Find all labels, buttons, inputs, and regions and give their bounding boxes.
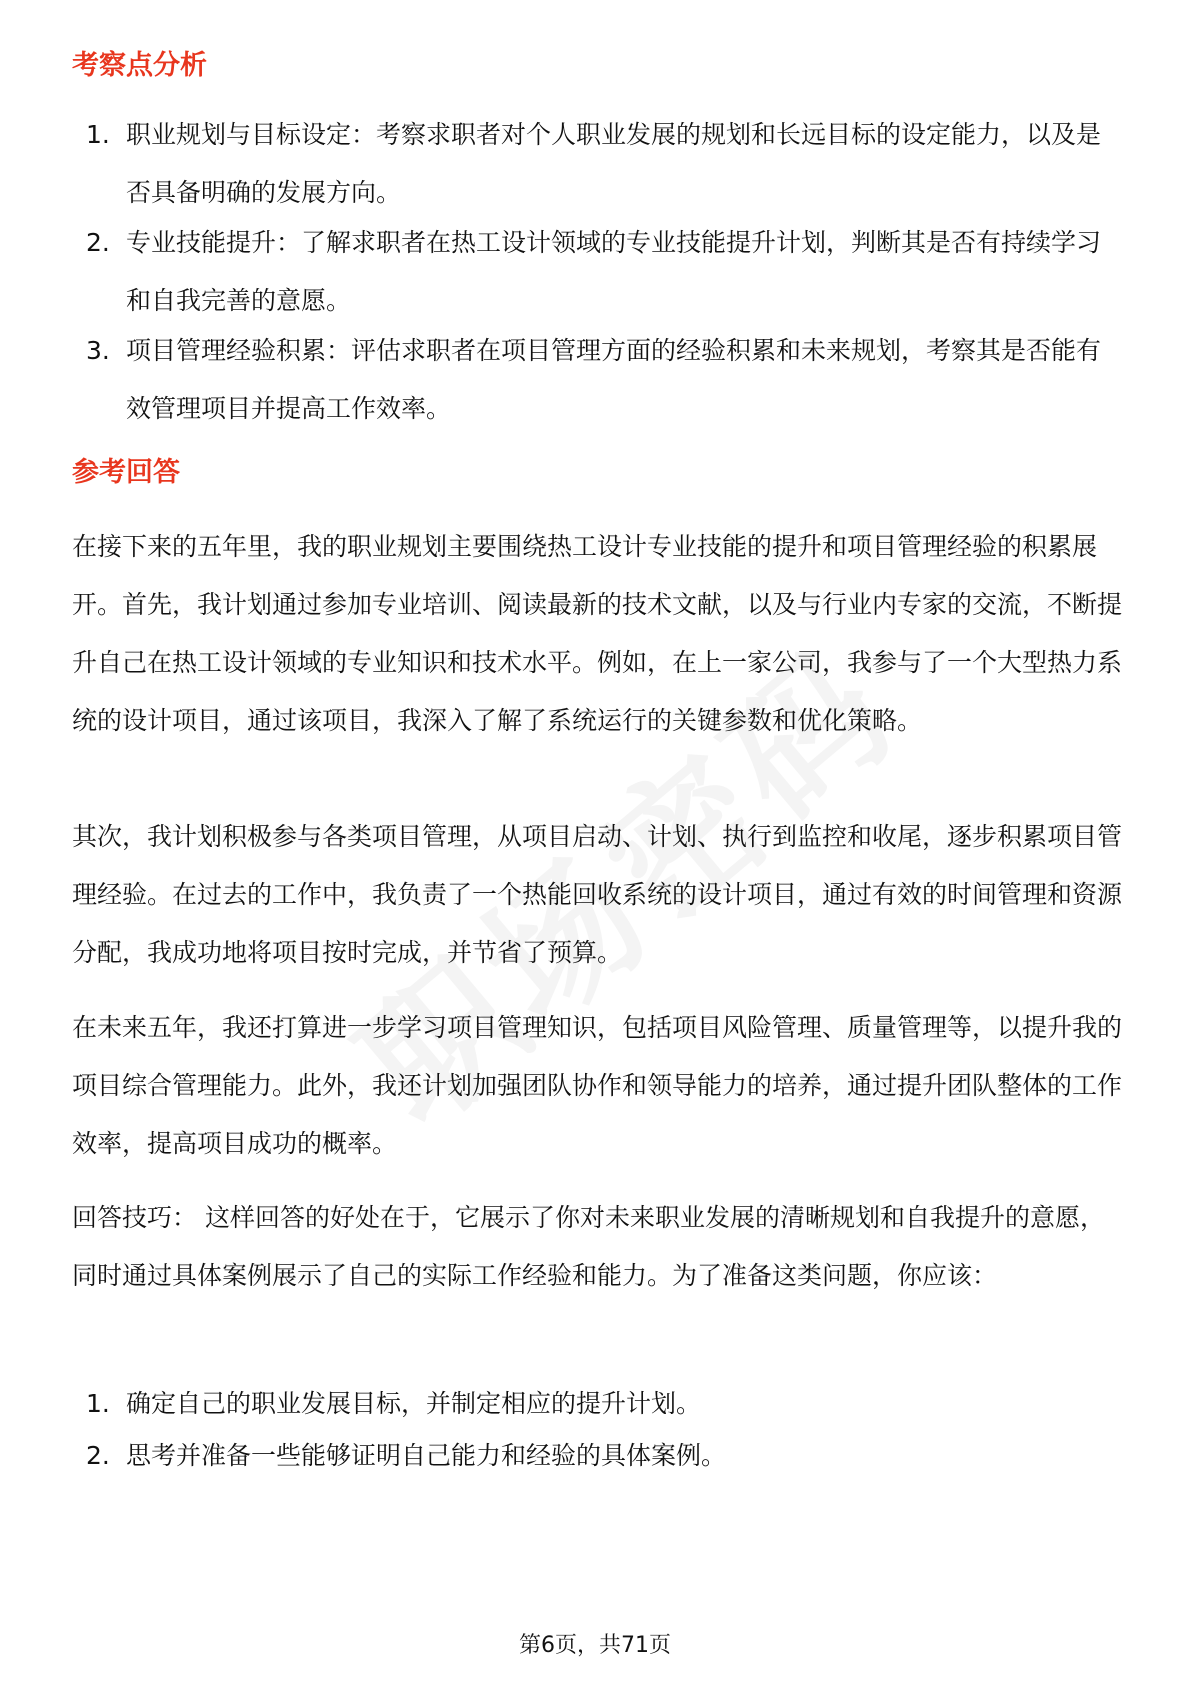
page-number: 第6页，共71页 [519, 1633, 671, 1658]
answer-paragraph: 在未来五年，我还打算进一步学习项目管理知识，包括项目风险管理、质量管理等，以提升我的项目综合管理能力。此外，我还计划加强团队协作和领导能力的培养，通过提升团队整体的工作效率，提高项目成功的概率。 [72, 1013, 1123, 1158]
list-item-text: 职业规划与目标设定：考察求职者对个人职业发展的规划和长远目标的设定能力，以及是否具备明确的发展方向。 [126, 120, 1102, 207]
answer-paragraph: 其次，我计划积极参与各类项目管理，从项目启动、计划、执行到监控和收尾，逐步积累项目管理经验。在过去的工作中，我负责了一个热能回收系统的设计项目，通过有效的时间管理和资源分配，我成功地将项目按时完成，并节省了预算。 [72, 822, 1123, 967]
list-item-text: 专业技能提升：了解求职者在热工设计领域的专业技能提升计划，判断其是否有持续学习和自我完善的意愿。 [126, 228, 1102, 315]
list-number: 2. [86, 1441, 110, 1470]
answer-tips-paragraph: 回答技巧： 这样回答的好处在于，它展示了你对未来职业发展的清晰规划和自我提升的意愿，同时通过具体案例展示了自己的实际工作经验和能力。为了准备这类问题，你应该： [72, 1203, 1105, 1290]
list-item-text: 项目管理经验积累：评估求职者在项目管理方面的经验积累和未来规划，考察其是否能有效管理项目并提高工作效率。 [126, 336, 1102, 423]
list-number: 2. [86, 228, 110, 257]
section-heading-analysis: 考察点分析 [72, 50, 207, 81]
list-item-text: 确定自己的职业发展目标，并制定相应的提升计划。 [126, 1389, 702, 1418]
list-item-text: 思考并准备一些能够证明自己能力和经验的具体案例。 [126, 1441, 727, 1470]
answer-paragraph: 在接下来的五年里，我的职业规划主要围绕热工设计专业技能的提升和项目管理经验的积累展开。首先，我计划通过参加专业培训、阅读最新的技术文献，以及与行业内专家的交流，不断提升自己在热工设计领域的专业知识和技术水平。例如，在上一家公司，我参与了一个大型热力系统的设计项目，通过该项目，我深入了解了系统运行的关键参数和优化策略。 [72, 532, 1123, 735]
section-heading-answer: 参考回答 [72, 457, 180, 488]
list-number: 1. [86, 120, 110, 149]
list-number: 3. [86, 336, 110, 365]
list-number: 1. [86, 1389, 110, 1418]
